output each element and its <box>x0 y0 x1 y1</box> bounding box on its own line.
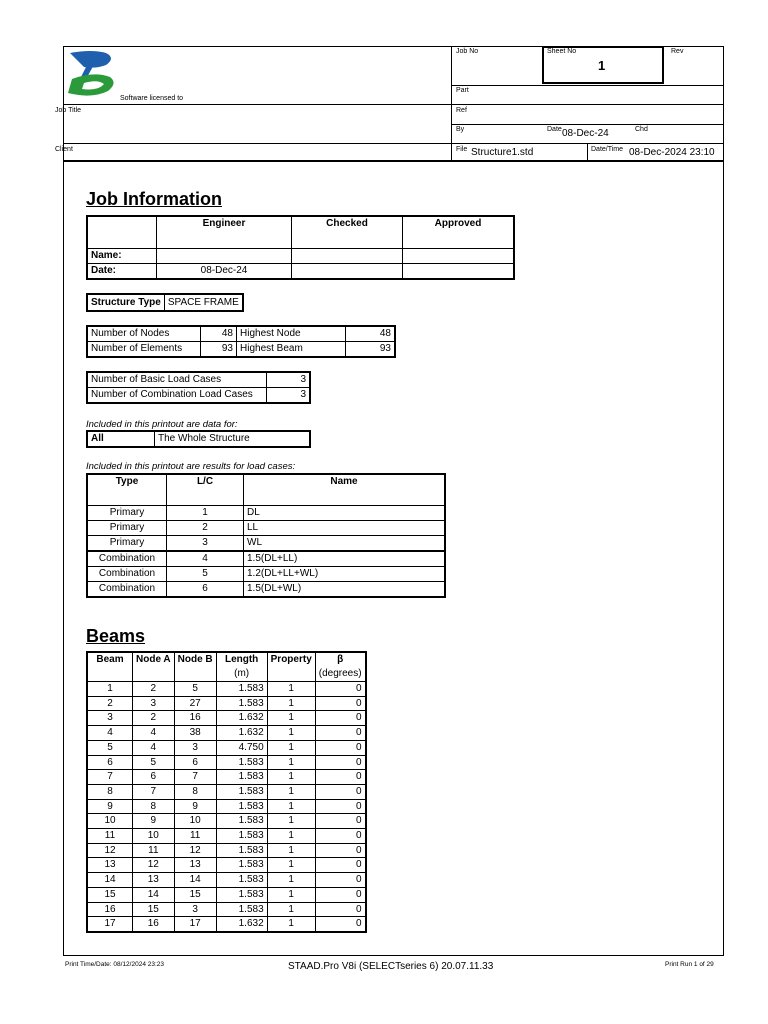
beam-id: 7 <box>87 770 133 785</box>
beam-property: 1 <box>267 682 315 697</box>
beam-beta: 0 <box>315 799 365 814</box>
beam-id: 13 <box>87 858 133 873</box>
beam-node-a: 15 <box>133 902 175 917</box>
col-node-b: Node B <box>174 652 216 667</box>
beam-id: 9 <box>87 799 133 814</box>
col-beam: Beam <box>87 652 133 667</box>
beam-length: 1.583 <box>216 858 267 873</box>
beam-row <box>87 682 366 697</box>
datetime-label: Date/Time <box>591 146 624 153</box>
beam-length: 4.750 <box>216 740 267 755</box>
load-case-name: LL <box>244 521 446 536</box>
beam-length: 1.583 <box>216 887 267 902</box>
date-label: Date <box>547 126 562 133</box>
col-name: Name <box>244 474 446 506</box>
beam-id: 11 <box>87 829 133 844</box>
load-case-row <box>87 567 445 582</box>
beam-node-b: 7 <box>174 770 216 785</box>
beam-beta: 0 <box>315 873 365 888</box>
all-label: All <box>87 431 155 447</box>
basic-load-label: Number of Basic Load Cases <box>87 372 267 388</box>
load-case-type: Combination <box>87 567 167 582</box>
beam-row <box>87 740 366 755</box>
load-case-type: Primary <box>87 521 167 536</box>
results-note: Included in this printout are results for load cases: <box>86 461 296 472</box>
col-length-unit: (m) <box>216 667 267 682</box>
beam-node-a: 4 <box>133 740 175 755</box>
beam-length: 1.632 <box>216 711 267 726</box>
beam-row <box>87 814 366 829</box>
beam-id: 14 <box>87 873 133 888</box>
beam-id: 8 <box>87 784 133 799</box>
col-lc: L/C <box>167 474 244 506</box>
highest-node-value: 48 <box>346 326 396 342</box>
beam-length: 1.583 <box>216 829 267 844</box>
beam-node-b: 12 <box>174 843 216 858</box>
beam-row <box>87 873 366 888</box>
beam-node-b: 3 <box>174 902 216 917</box>
beam-beta: 0 <box>315 726 365 741</box>
beam-node-b: 38 <box>174 726 216 741</box>
beam-node-a: 16 <box>133 917 175 932</box>
beam-beta: 0 <box>315 858 365 873</box>
beam-id: 16 <box>87 902 133 917</box>
beam-property: 1 <box>267 887 315 902</box>
beam-property: 1 <box>267 814 315 829</box>
beam-node-b: 8 <box>174 784 216 799</box>
load-case-number: 5 <box>167 567 244 582</box>
beam-length: 1.583 <box>216 799 267 814</box>
beam-node-a: 13 <box>133 873 175 888</box>
beam-beta: 0 <box>315 770 365 785</box>
load-case-name: DL <box>244 506 446 521</box>
beam-length: 1.583 <box>216 873 267 888</box>
beam-beta: 0 <box>315 784 365 799</box>
beam-row <box>87 858 366 873</box>
beam-row <box>87 843 366 858</box>
beam-length: 1.583 <box>216 814 267 829</box>
nodes-label: Number of Nodes <box>87 326 201 342</box>
beam-property: 1 <box>267 711 315 726</box>
beam-node-b: 9 <box>174 799 216 814</box>
beam-node-a: 2 <box>133 682 175 697</box>
beam-node-b: 11 <box>174 829 216 844</box>
beam-row <box>87 917 366 932</box>
load-case-type: Primary <box>87 536 167 552</box>
beam-property: 1 <box>267 726 315 741</box>
file-value: Structure1.std <box>471 147 534 158</box>
job-info-table <box>86 215 515 280</box>
beam-row <box>87 829 366 844</box>
part-label: Part <box>456 87 469 94</box>
ref-label: Ref <box>456 107 467 114</box>
file-label: File <box>456 146 468 153</box>
beams-title: Beams <box>86 626 146 646</box>
beam-property: 1 <box>267 784 315 799</box>
beam-property: 1 <box>267 843 315 858</box>
sheet-no-label: Sheet No <box>547 48 577 55</box>
beam-id: 17 <box>87 917 133 932</box>
beam-node-a: 3 <box>133 696 175 711</box>
beam-beta: 0 <box>315 682 365 697</box>
beam-node-b: 13 <box>174 858 216 873</box>
beam-id: 3 <box>87 711 133 726</box>
highest-node-label: Highest Node <box>237 326 346 342</box>
beam-node-b: 17 <box>174 917 216 932</box>
beam-beta: 0 <box>315 696 365 711</box>
beam-property: 1 <box>267 770 315 785</box>
load-case-row <box>87 551 445 567</box>
load-case-number: 4 <box>167 551 244 567</box>
chd-label: Chd <box>635 126 648 133</box>
col-property: Property <box>267 652 315 667</box>
beam-length: 1.583 <box>216 843 267 858</box>
highest-beam-value: 93 <box>346 342 396 358</box>
nodes-value: 48 <box>201 326 237 342</box>
beam-row <box>87 902 366 917</box>
structure-type-label: Structure Type <box>87 294 164 311</box>
load-case-type: Combination <box>87 551 167 567</box>
load-case-type: Combination <box>87 582 167 598</box>
load-case-row <box>87 536 445 552</box>
beam-id: 2 <box>87 696 133 711</box>
load-case-row <box>87 521 445 536</box>
col-node-a: Node A <box>133 652 175 667</box>
beam-row <box>87 784 366 799</box>
beam-property: 1 <box>267 755 315 770</box>
included-data-table <box>86 430 311 448</box>
beam-property: 1 <box>267 902 315 917</box>
beam-property: 1 <box>267 740 315 755</box>
beam-property: 1 <box>267 799 315 814</box>
licensed-label: Software licensed to <box>120 95 184 102</box>
beam-property: 1 <box>267 917 315 932</box>
load-case-type: Primary <box>87 506 167 521</box>
structure-type-table <box>86 293 244 312</box>
beam-beta: 0 <box>315 843 365 858</box>
beam-beta: 0 <box>315 814 365 829</box>
beam-beta: 0 <box>315 887 365 902</box>
client-label: Client <box>55 146 73 153</box>
load-case-name: 1.5(DL+LL) <box>244 551 446 567</box>
col-approved: Approved <box>403 216 515 248</box>
footer-software: STAAD.Pro V8i (SELECTseries 6) 20.07.11.33 <box>288 961 494 972</box>
col-beta-unit: (degrees) <box>315 667 365 682</box>
beam-node-b: 10 <box>174 814 216 829</box>
name-label: Name: <box>87 248 157 263</box>
job-info-title: Job Information <box>86 189 222 209</box>
combo-load-label: Number of Combination Load Cases <box>87 388 267 404</box>
beam-node-b: 27 <box>174 696 216 711</box>
load-case-number: 6 <box>167 582 244 598</box>
beam-row <box>87 755 366 770</box>
beam-node-a: 12 <box>133 858 175 873</box>
beam-row <box>87 726 366 741</box>
by-label: By <box>456 126 465 133</box>
job-no-label: Job No <box>456 48 479 55</box>
beam-property: 1 <box>267 829 315 844</box>
beam-id: 12 <box>87 843 133 858</box>
datetime-value: 08-Dec-2024 23:10 <box>629 147 715 158</box>
beam-property: 1 <box>267 873 315 888</box>
all-value: The Whole Structure <box>155 431 311 447</box>
beam-id: 1 <box>87 682 133 697</box>
load-counts-table <box>86 371 311 404</box>
load-case-number: 2 <box>167 521 244 536</box>
load-case-number: 3 <box>167 536 244 552</box>
beam-node-a: 6 <box>133 770 175 785</box>
beam-beta: 0 <box>315 711 365 726</box>
combo-load-value: 3 <box>267 388 311 404</box>
engineer-date: 08-Dec-24 <box>157 263 292 279</box>
load-cases-table <box>86 473 446 598</box>
load-case-number: 1 <box>167 506 244 521</box>
load-case-name: 1.2(DL+LL+WL) <box>244 567 446 582</box>
beam-length: 1.632 <box>216 917 267 932</box>
basic-load-value: 3 <box>267 372 311 388</box>
beam-length: 1.583 <box>216 755 267 770</box>
beam-length: 1.583 <box>216 682 267 697</box>
beam-id: 6 <box>87 755 133 770</box>
beam-node-a: 5 <box>133 755 175 770</box>
elements-value: 93 <box>201 342 237 358</box>
beam-beta: 0 <box>315 755 365 770</box>
elements-label: Number of Elements <box>87 342 201 358</box>
beam-node-a: 4 <box>133 726 175 741</box>
date-row-label: Date: <box>87 263 157 279</box>
beam-node-a: 2 <box>133 711 175 726</box>
beam-node-a: 11 <box>133 843 175 858</box>
beam-length: 1.583 <box>216 902 267 917</box>
sheet-no-value: 1 <box>598 58 606 73</box>
load-case-name: 1.5(DL+WL) <box>244 582 446 598</box>
footer-print-time: Print Time/Date: 08/12/2024 23:23 <box>65 961 165 968</box>
beam-row <box>87 770 366 785</box>
load-case-row <box>87 506 445 521</box>
footer-print-run: Print Run 1 of 29 <box>665 961 714 968</box>
beam-row <box>87 887 366 902</box>
beam-node-b: 14 <box>174 873 216 888</box>
beam-node-b: 5 <box>174 682 216 697</box>
beam-node-b: 16 <box>174 711 216 726</box>
col-engineer: Engineer <box>157 216 292 248</box>
beam-id: 15 <box>87 887 133 902</box>
beam-id: 10 <box>87 814 133 829</box>
beam-beta: 0 <box>315 902 365 917</box>
beam-beta: 0 <box>315 917 365 932</box>
beam-length: 1.583 <box>216 770 267 785</box>
beam-node-a: 10 <box>133 829 175 844</box>
bentley-logo-icon <box>66 49 120 101</box>
data-note: Included in this printout are data for: <box>86 419 238 430</box>
beam-beta: 0 <box>315 740 365 755</box>
beam-node-b: 6 <box>174 755 216 770</box>
col-beta: β <box>315 652 365 667</box>
beam-property: 1 <box>267 858 315 873</box>
beam-row <box>87 711 366 726</box>
beam-length: 1.632 <box>216 726 267 741</box>
beam-node-a: 8 <box>133 799 175 814</box>
beam-id: 5 <box>87 740 133 755</box>
beam-beta: 0 <box>315 829 365 844</box>
highest-beam-label: Highest Beam <box>237 342 346 358</box>
beam-row <box>87 696 366 711</box>
beam-node-a: 14 <box>133 887 175 902</box>
job-title-label: Job Title <box>55 107 82 114</box>
load-case-name: WL <box>244 536 446 552</box>
beams-table <box>86 651 367 933</box>
beam-row <box>87 799 366 814</box>
beam-node-a: 9 <box>133 814 175 829</box>
beam-node-b: 15 <box>174 887 216 902</box>
beam-length: 1.583 <box>216 696 267 711</box>
rev-label: Rev <box>671 48 684 55</box>
counts-table <box>86 325 396 358</box>
beam-length: 1.583 <box>216 784 267 799</box>
beam-id: 4 <box>87 726 133 741</box>
beam-node-a: 7 <box>133 784 175 799</box>
date-value: 08-Dec-24 <box>562 128 609 139</box>
structure-type-value: SPACE FRAME <box>164 294 242 311</box>
beam-property: 1 <box>267 696 315 711</box>
beam-node-b: 3 <box>174 740 216 755</box>
load-case-row <box>87 582 445 598</box>
col-checked: Checked <box>292 216 403 248</box>
col-type: Type <box>87 474 167 506</box>
col-length: Length <box>216 652 267 667</box>
